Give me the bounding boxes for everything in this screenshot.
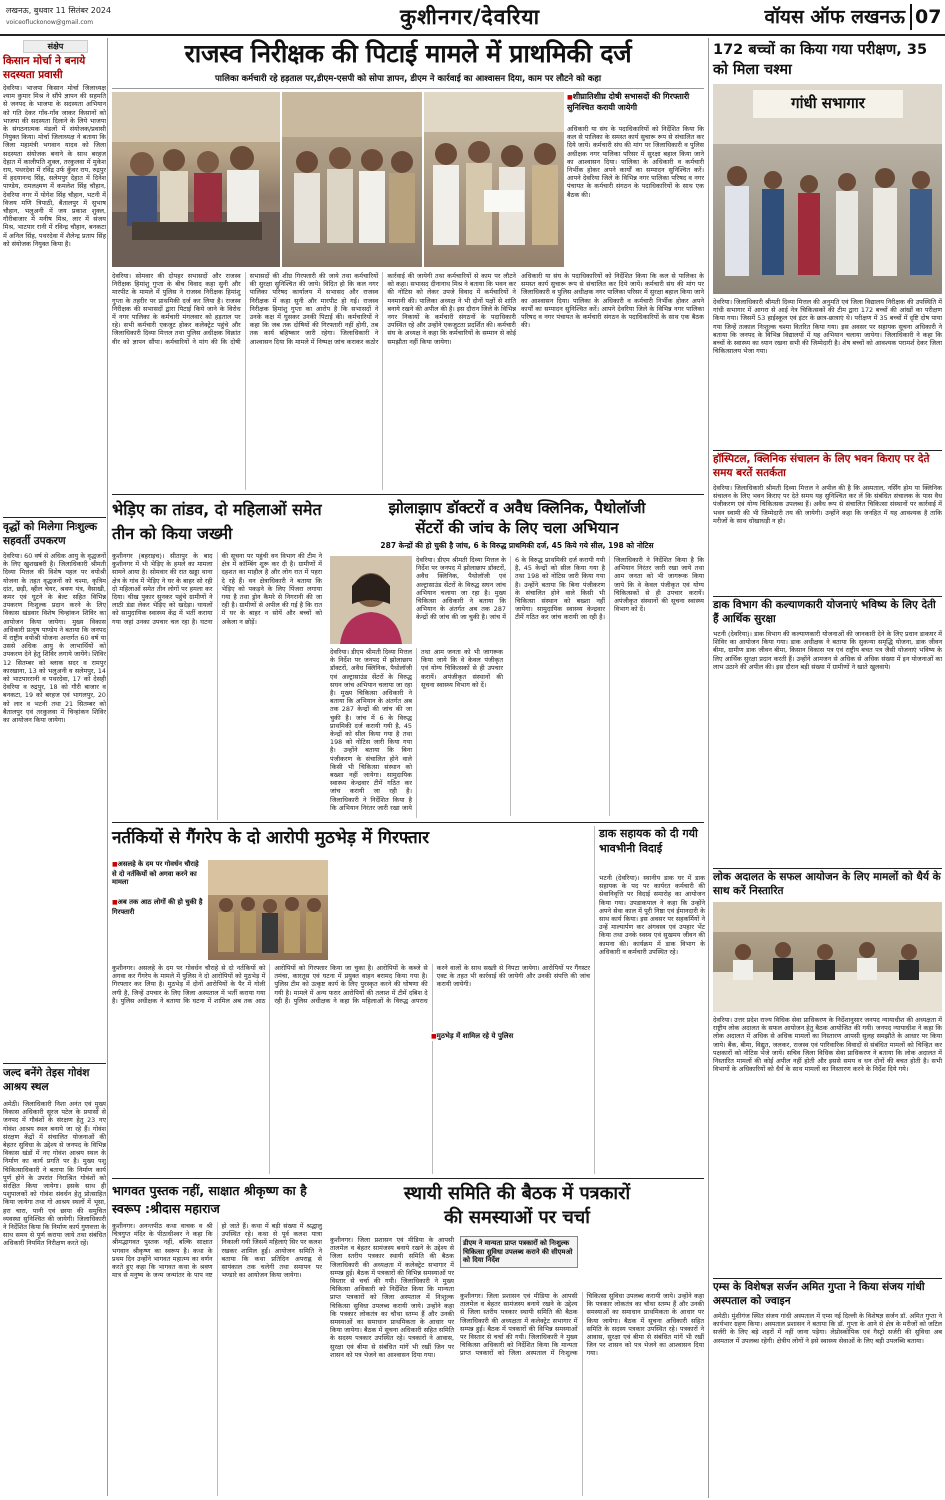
main-bottom-rule (112, 494, 704, 495)
main-sidebar (567, 92, 704, 268)
right-headline-1: 172 बच्चों का किया गया परीक्षण, 35 को मिला चश्मा (713, 42, 928, 78)
story3-strap: 287 केन्द्रों की हो चुकी है जांच, 6 के विरुद्ध प्राथमिकी दर्ज, 45 किये गये सील, 198 को नोटिस (380, 541, 654, 550)
right-body-2: देवरिया। जिलाधिकारी श्रीमती दिव्या मित्तल ने अपील की है कि अस्पताल, नर्सिंग होम या क्लिनिक संचालन के लिए भवन किराए पर देते समय यह सुनिश्चित कर लें कि संबंधित संचालक के पास वैध पंजीकरण एवं योग्य चिकित्सक उपलब्ध हैं। अवैध रूप से संचालित चिकित्सा संस्थानों पर कार्रवाई में भवन स्वामी की भी जिम्मेदारी तय की जायेगी। उन्होंने कहा कि जनहित में यह आवश्यक है ताकि मरीजों के साथ धोखाधड़ी न हो। (713, 484, 942, 525)
story7-body-right: कुशीनगर। जिला प्रशासन एवं मीडिया के आपसी तालमेल व बेहतर सामंजस्य बनाये रखने के उद्देश्य से जिला स्तरीय पत्रकार स्थायी समिति की बैठक जिलाधिकारी की अध्यक्षता में कलेक्ट्रेट सभागार में सम्पन्न हुई। बैठक में पत्रकारों की विभिन्न समस्याओं पर विस्तार से चर्चा की गयी। जिलाधिकारी ने मुख्य चिकित्सा अधिकारी को निर्देशित किया कि मान्यता प्राप्त पत्रकारों को जिला अस्पताल में निःशुल्क चिकित्सा सुविधा उपलब्ध करायी जाये। उन्होंने कहा कि पत्रकार लोकतंत्र का चौथा स्तम्भ हैं और उनकी समस्याओं का समाधान प्राथमिकता के आधार पर किया जायेगा। बैठक में सूचना अधिकारी सहित समिति के सदस्य पत्रकार उपस्थित रहे। पत्रकारों ने आवास, सुरक्षा एवं बीमा से संबंधित मांगें भी रखीं जिन पर शासन को पत्र भेजने का आश्वासन दिया गया। (460, 1292, 704, 1358)
left-body-1: देवरिया। भाजपा किसान मोर्चा जिलाध्यक्ष श्याम कुमार मिश्र ने सौंपे ज्ञापन की सहमति से जनपद के भाजपा के सदस्यता अभियान को गति देकर गाँव-गाँव जाकर किसानों को भाजपा की सदस्यता दिलाने के लिये भाजपा के संगठनात्मक मंडलों में संयोजक/प्रवासी नियुक्त किया। मोर्चा जिलाध्यक्ष ने बताया कि जिला महामंत्री भगवान यादव को जिला सदस्यता संयोजक बनाने के साथ बरहज देहात में कालीपति शुक्ल, तरकुलवा में मुकेश राय, पथरदेवा में रविंद्र उर्फ कुँवर राय, रुद्रपुर में हदयानन्द सिंह, सलेमपुर देहात में दिनेश पाण्डेय, रामलक्ष्मण में कमलेश सिंह चौहान, देवरिया नगर में योगेश सिंह चौहान, भटनी में विजय मणि त्रिपाठी, बैतालपुर में सुभाष चौहान, भलुअनी में जय प्रकाश शुक्ल, गौरीबाजार में मनीष मिश्र, लार में संजय मिश्र, भाटपार रानी में रविन्द्र चौहान, बनकटा में अनिल सिंह, पथरदेवा में शैलेन्द्र प्रताप सिंह को संयोजक नियुक्त किया है। (3, 84, 106, 248)
right-divider-3 (713, 868, 942, 869)
left-headline-2: वृद्धों को मिलेगा निःशुल्क सहवर्ती उपकरण (3, 521, 98, 547)
main-body-right: अधिकारी या संघ के पदाधिकारियों को निर्देशित किया कि कल से पालिका के समस्त कार्य सुचारू रूप से संचालित कर दिये जायें। कर्मचारी संघ की मांग पर जिलाधिकारी व पुलिस अधीक्षक नगर पालिका परिसर में सुरक्षा बहाल किया जाने का आश्वासन दिया। पालिका के अधिकारी व कर्मचारी निर्भीक होकर अपने कार्यों का सम्पादन सुनिश्चित करें। आपने देवरिया जिले के विभिन्न नगर पालिका परिषद व नगर पंचायत के कर्मचारी संगठन के पदाधिकारियों के साथ एक बैठक की। (521, 272, 704, 330)
masthead-email[interactable]: voiceofluckonow@gmail.com (6, 19, 94, 26)
story4 (594, 826, 704, 1174)
story5-photo-figures (208, 860, 328, 960)
paper-name: वॉयस ऑफ लखनऊ (764, 6, 905, 28)
left-headline-1: किसान मोर्चा ने बनाये सदस्यता प्रवासी (3, 55, 86, 81)
main-photo-1-figures (112, 92, 280, 267)
main-photo-1 (112, 92, 280, 267)
right-photo-1 (713, 84, 942, 294)
story5-photo (208, 860, 328, 960)
right-divider-2 (713, 596, 942, 597)
main-photo-2 (282, 92, 422, 267)
right-headline-4: लोक अदालत के सफल आयोजन के लिए मामलों को धैर्य के साथ करें निस्तारित (713, 871, 941, 897)
story7-headline-1: स्थायी समिति की बैठक में पत्रकारों (403, 1183, 631, 1204)
brief-label: संक्षेप (23, 40, 88, 53)
masthead-rule (0, 34, 945, 36)
main-strap: पालिका कर्मचारी रहे हड़ताल पर,डीएम-एसपी को सोपा ज्ञापन, डीएम ने कार्रवाई का आश्वासन दिया, काम पर लौटने को कहा (214, 74, 602, 84)
story4-headline: डाक सहायक को दी गयी भावभीनी विदाई (599, 827, 698, 855)
story7-body: कुशीनगर। जिला प्रशासन एवं मीडिया के आपसी तालमेल व बेहतर सामंजस्य बनाये रखने के उद्देश्य से जिला स्तरीय पत्रकार स्थायी समिति की बैठक जिलाधिकारी की अध्यक्षता में कलेक्ट्रेट सभागार में सम्पन्न हुई। बैठक में पत्रकारों की विभिन्न समस्याओं पर विस्तार से चर्चा की गयी। जिलाधिकारी ने मुख्य चिकित्सा अधिकारी को निर्देशित किया कि मान्यता प्राप्त पत्रकारों को जिला अस्पताल में निःशुल्क चिकित्सा सुविधा उपलब्ध करायी जाये। उन्होंने कहा कि पत्रकार लोकतंत्र का चौथा स्तम्भ हैं और उनकी समस्याओं का समाधान प्राथमिकता के आधार पर किया जायेगा। बैठक में सूचना अधिकारी सहित समिति के सदस्य पत्रकार उपस्थित रहे। पत्रकारों ने आवास, सुरक्षा एवं बीमा से संबंधित मांगें भी रखीं जिन पर शासन को पत्र भेजने का आश्वासन दिया गया। (330, 1236, 454, 1359)
story2-headline: भेड़िए का तांडव, दो महिलाओं समेत तीन को किया जख्मी (112, 500, 322, 543)
story5-box-1: ■ असलहे के दम पर गोवर्धन चौराहे से दो नर्तकियों को अगवा करने का मामला (112, 860, 204, 887)
story3-headline-2: सेंटरों की जांच के लिए चला अभियान (415, 519, 619, 537)
left-divider-1 (3, 517, 106, 518)
left-body-3: अमेठी। जिलाधिकारी निशा अनंत एवं मुख्य विकास अधिकारी सूरज पटेल के प्रयासों से जनपद में गौवंशों के संरक्षण हेतु 23 नए गोवंश आश्रय स्थल बनाये जा रहे हैं। गोवंश संरक्षण केंद्रों में संचालित योजनाओं की बेहतर सुविधा के उद्देश्य से जनपद के विभिन्न विकास खंडों में नए गोवंश आश्रय स्थल के निर्माण का कार्य प्रगति पर है। मुख्य पशु चिकित्साधिकारी ने बताया कि निर्माण कार्य पूर्ण होने के उपरांत निराश्रित गोवंशों को संरक्षित किया जायेगा। इसके साथ ही पशुपालकों को गोवंश संवर्धन हेतु प्रोत्साहित किया जायेगा तथा गो आश्रय स्थलों में भूसा, हरा चारा, पानी एवं छाया की समुचित व्यवस्था सुनिश्चित की जायेगी। जिलाधिकारी ने निर्देशित किया कि निर्माण कार्य गुणवत्ता के साथ समय से पूर्ण कराया जाये तथा संबंधित अधिकारी नियमित निरीक्षण करते रहें। (3, 1100, 106, 1248)
main-photo-3 (424, 92, 564, 267)
main-body: देवरिया। सोमवार की दोपहर सभासदों और राजस्व निरीक्षक हिमांशु गुप्ता के बीच विवाद कहा सुनी और मारपीट के मामले में पुलिस ने राजस्व निरीक्षक हिमांशु गुप्ता के तहरीर पर प्राथमिकी दर्ज कर लिया है। राजस्व निरीक्षक की सभासदों द्वारा पिटाई किये जाने के विरोध में नगर पालिका के कर्मचारी मंगलवार को हड़ताल पर रहे। सभी कर्मचारी एकजुट होकर कलेक्ट्रेट पहुंचे और जिलाधिकारी दिव्या मित्तल तथा पुलिस अधीक्षक विक्रांत वीर को ज्ञापन सौंपा। कर्मचारियों ने मांग की कि दोषी सभासदों की शीघ्र गिरफ्तारी की जाये तथा कर्मचारियों की सुरक्षा सुनिश्चित की जाये। विदित हो कि कल नगर पालिका परिषद कार्यालय में सभासद और राजस्व निरीक्षक में कहा सुनी और मारपीट हो गई। राजस्व निरीक्षक हिमांशु गुप्ता का आरोप है कि सभासदों ने उनके कक्ष में घुसकर उनकी पिटाई की। कर्मचारियों ने कहा कि जब तक दोषियों की गिरफ्तारी नहीं होगी, तब तक कार्य बहिष्कार जारी रहेगा। जिलाधिकारी ने आश्वासन दिया कि मामले में निष्पक्ष जांच कराकर कठोर कार्रवाई की जायेगी तथा कर्मचारियों से काम पर लौटने को कहा। सभासद दीनानाथ मिश्र ने बताया कि भवन कर की नोटिस को लेकर उपजे विवाद में कर्मचारियों ने मनमानी की। पालिका अध्यक्ष ने भी दोनों पक्षों से शांति बनाये रखने की अपील की है। इस दौरान जिले के विभिन्न नगर निकायों के कर्मचारी संगठनों के पदाधिकारी उपस्थित रहे और उन्होंने एकजुटता प्रदर्शित की। कर्मचारी संघ के अध्यक्ष ने कहा कि कर्मचारियों के सम्मान से कोई समझौता नहीं किया जायेगा। (112, 272, 516, 346)
right-photo-1-figures (713, 84, 942, 294)
left-body-2: देवरिया। 60 वर्ष से अधिक आयु के वृद्धजनों के लिए खुशखबरी है। जिलाधिकारी श्रीमती दिव्या मित्तल की विशेष पहल पर वयोश्री योजना के तहत वृद्धजनों को चश्मा, कृत्रिम दांत, छड़ी, व्हील चेयर, श्रवण यंत्र, वैसाखी, कमर एवं घुटने के बेल्ट सहित विभिन्न उपकरण निःशुल्क प्रदान करने के लिए विकास खंडवार विशेष चिन्हांकन शिविर का आयोजन किया जायेगा। मुख्य विकास अधिकारी प्रत्यूष पाण्डेय ने बताया कि जनपद में राष्ट्रीय वयोश्री योजना अन्तर्गत 60 वर्ष या उससे अधिक आयु के लाभार्थियों को उपकरण देने हेतु शिविर लगाये जायेंगे। शिविर 12 सितम्बर को ब्लाक सदर व रामपुर कारखाना, 13 को भलुअनी व सलेमपुर, 14 को भाटपाररानी व पथरदेवा, 17 को देसही देवरिया व रुद्रपुर, 18 को गौरी बाजार व बनकटा, 19 को बरहज एवं भागलपुर, 20 को लार व भटनी तथा 21 सितम्बर को बैतालपुर एवं तरकुलवा में चिन्हांकन शिविर का आयोजन किया जायेगा। (3, 552, 106, 725)
story7-headline-2: की समस्याओं पर चर्चा (444, 1207, 590, 1228)
story5-headline: नर्तकियों से गैंगरेप के दो आरोपी मुठभेड़ में गिरफ्तार (112, 828, 430, 848)
left-headline-3: जल्द बनेंगे तेइस गोवंश आश्रय स्थल (3, 1067, 90, 1093)
story3-photo (330, 556, 412, 644)
story5-body: कुशीनगर। असलहे के दम पर गोवर्धन चौराहे से दो नर्तकियों को अगवा कर गैंगरेप के मामले में पुलिस ने दो आरोपियों को मुठभेड़ में गिरफ्तार कर लिया है। मुठभेड़ में दोनों आरोपियों के पैर में गोली लगी है, जिन्हें उपचार के लिए जिला अस्पताल में भर्ती कराया गया है। पुलिस अधीक्षक ने बताया कि घटना में शामिल अब तक आठ आरोपियों को गिरफ्तार किया जा चुका है। आरोपियों के कब्जे से तमंचा, कारतूस एवं घटना में प्रयुक्त वाहन बरामद किया गया है। पुलिस टीम को उत्कृष्ट कार्य के लिए पुरस्कृत करने की घोषणा की गयी है। मामले में अन्य फरार आरोपियों की तलाश में टीमें दबिश दे रही हैं। पुलिस अधीक्षक ने कहा कि महिलाओं के विरुद्ध अपराध करने वालों के साथ सख्ती से निपटा जायेगा। आरोपियों पर गैंगस्टर एक्ट के तहत भी कार्रवाई की जायेगी और उनकी संपत्ति की जांच करायी जायेगी। (112, 964, 590, 1005)
main-sidebar-body: अधिकारी या संघ के पदाधिकारियों को निर्देशित किया कि कल से पालिका के समस्त कार्य सुचारू रूप से संचालित कर दिये जायें। कर्मचारी संघ की मांग पर जिलाधिकारी व पुलिस अधीक्षक नगर पालिका परिसर में सुरक्षा बहाल किया जाने का आश्वासन दिया। पालिका के अधिकारी व कर्मचारी निर्भीक होकर अपने कार्यों का सम्पादन सुनिश्चित करें। आपने देवरिया जिले के विभिन्न नगर पालिका परिषद व नगर पंचायत के कर्मचारी संगठन के पदाधिकारियों के साथ एक बैठक की। (567, 125, 704, 199)
right-headline-5: एम्स के विशेषज्ञ सर्जन अमित गुप्ता ने किया संजय गांधी अस्पताल को ज्वाइन (713, 1281, 925, 1307)
right-divider-1 (713, 450, 942, 451)
story3-body-lower: देवरिया। डीएम श्रीमती दिव्या मित्तल के निर्देश पर जनपद में झोलाछाप डॉक्टरों, अवैध क्लिनिक, पैथोलॉजी एवं अल्ट्रासाउंड सेंटरों के विरुद्ध सघन जांच अभियान चलाया जा रहा है। मुख्य चिकित्सा अधिकारी ने बताया कि अभियान के अंतर्गत अब तक 287 केन्द्रों की जांच की जा चुकी है। जांच में 6 के विरुद्ध प्राथमिकी दर्ज करायी गयी है, 45 केन्द्रों को सील किया गया है तथा 198 को नोटिस जारी किया गया है। उन्होंने बताया कि बिना पंजीकरण के संचालित होने वाले किसी भी चिकित्सा संस्थान को बख्शा नहीं जायेगा। सामुदायिक स्वास्थ्य केन्द्रवार टीमें गठित कर जांच करायी जा रही है। जिलाधिकारी ने निर्देशित किया है कि अभियान निरंतर जारी रखा जाये तथा आम जनता को भी जागरूक किया जाये कि वे केवल पंजीकृत एवं योग्य चिकित्सकों से ही उपचार करायें। अपंजीकृत संस्थानों की सूचना स्वास्थ्य विभाग को दें। (330, 648, 503, 812)
right-body-4: देवरिया। उत्तर प्रदेश राज्य विधिक सेवा प्राधिकरण के निर्देशानुसार जनपद न्यायाधीश की अध्यक्षता में राष्ट्रीय लोक अदालत के सफल आयोजन हेतु बैठक आयोजित की गयी। जनपद न्यायाधीश ने कहा कि लोक अदालत में अधिक से अधिक मामलों का निस्तारण आपसी सुलह समझौते के आधार पर किया जाये। बैंक, बीमा, विद्युत, जलकर, राजस्व एवं पारिवारिक विवादों से संबंधित मामलों को चिन्हित कर पक्षकारों को नोटिस भेजे जायें। सचिव जिला विधिक सेवा प्राधिकरण ने बताया कि लोक अदालत में निस्तारित मामलों की कोई अपील नहीं होती और इससे समय व धन दोनों की बचत होती है। सभी विभागों के अधिकारियों को धैर्य के साथ मामलों का निस्तारण करने के निर्देश दिये गये। (713, 1016, 942, 1074)
right-headline-2: हॉस्पिटल, क्लिनिक संचालन के लिए भवन किराए पर देते समय बरतें सतर्कता (713, 453, 930, 479)
story3-headline-1: झोलाझाप डॉक्टरों व अवैध क्लिनिक, पैथोलॉजी (388, 499, 646, 517)
story3-portrait (330, 556, 412, 644)
story4-body: भटनी (देवरिया)। स्थानीय डाक घर में डाक सहायक के पद पर कार्यरत कर्मचारी की सेवानिवृत्ति पर विदाई समारोह का आयोजन किया गया। उपडाकपाल ने कहा कि उन्होंने अपने सेवा काल में पूरी निष्ठा एवं ईमानदारी के साथ कार्य किया। इस अवसर पर सहकर्मियों ने उन्हें माल्यार्पण कर अंगवस्त्र एवं उपहार भेंट किया तथा उनके स्वस्थ एवं सुखमय जीवन की कामना की। कार्यक्रम में डाक विभाग के अधिकारी व कर्मचारी उपस्थित रहे। (599, 874, 705, 956)
story6-body: कुशीनगर। अनन्तपीठ कथा वाचक व श्री चित्रगुप्त मंदिर के पीठाधीश्वर ने कहा कि श्रीमद्भागवत पुस्तक नहीं, बल्कि साक्षात भगवान श्रीकृष्ण का स्वरूप है। कथा के प्रथम दिन उन्होंने भागवत महात्म्य का वर्णन करते हुए कहा कि भागवत कथा के श्रवण मात्र से मनुष्य के जन्म जन्मांतर के पाप नष्ट हो जाते हैं। कथा में बड़ी संख्या में श्रद्धालु उपस्थित रहे। कथा से पूर्व कलश यात्रा निकाली गयी जिसमें महिलाएं सिर पर कलश रखकर शामिल हुईं। आयोजन समिति ने बताया कि कथा प्रतिदिन अपराह्न से सायंकाल तक चलेगी तथा समापन पर भण्डारे का आयोजन किया जायेगा। (112, 1222, 322, 1280)
masthead (0, 0, 945, 34)
right-headline-3: डाक विभाग की कल्याणकारी योजनाएं भविष्य के लिए देती हैं आर्थिक सुरक्षा (713, 599, 936, 625)
story5-bottom-rule (112, 1178, 704, 1179)
story3-bottom-rule (112, 822, 704, 823)
right-photo-2 (713, 902, 942, 1012)
story5-box-2: ■ अब तक आठ लोगों की हो चुकी है गिरफ्तारी (112, 898, 204, 916)
main-headline: राजस्व निरीक्षक की पिटाई मामले में प्राथमिकी दर्ज (184, 39, 632, 68)
right-body-5: अमेठी। मुंशीगंज स्थित संजय गांधी अस्पताल में एम्स नई दिल्ली के विशेषज्ञ सर्जन डॉ. अमित गुप्ता ने कार्यभार ग्रहण किया। अस्पताल प्रशासन ने बताया कि डॉ. गुप्ता के आने से क्षेत्र के मरीजों को जटिल सर्जरी के लिए बड़े शहरों में नहीं जाना पड़ेगा। लेप्रोस्कोपिक एवं गैस्ट्रो सर्जरी की सुविधा अब अस्पताल में उपलब्ध रहेगी। क्षेत्रीय लोगों ने इसे स्वास्थ्य सेवाओं के लिए बड़ी उपलब्धि बताया। (713, 1312, 942, 1345)
right-photo-1-sign: गांधी सभागार (791, 94, 865, 112)
story5-box-3: ■ मुठभेड़ में शामिल रहे ये पुलिस (431, 1032, 589, 1041)
right-photo-2-figures (713, 902, 942, 1012)
left-column (3, 38, 108, 1496)
story5-boxes (112, 860, 204, 960)
section-title: कुशीनगर/देवरिया (399, 5, 541, 29)
page-number: 07 (910, 4, 944, 30)
right-column (708, 38, 943, 1498)
story6-headline: भागवत पुस्तक नहीं, साक्षात श्रीकृष्ण का है स्वरूप :श्रीदास महाराज (112, 1183, 307, 1216)
main-strap-rule (112, 88, 704, 89)
main-photo-3-figures (424, 92, 564, 267)
right-body-3: भटनी (देवरिया)। डाक विभाग की कल्याणकारी योजनाओं की जानकारी देने के लिए प्रधान डाकघर में शिविर का आयोजन किया गया। डाक अधीक्षक ने बताया कि सुकन्या समृद्धि योजना, डाक जीवन बीमा, ग्रामीण डाक जीवन बीमा, किसान विकास पत्र एवं राष्ट्रीय बचत पत्र जैसी योजनाएं भविष्य के लिए आर्थिक सुरक्षा प्रदान करती हैं। उन्होंने आमजन से अधिक से अधिक संख्या में इन योजनाओं का लाभ उठाने की अपील की। इस दौरान बड़ी संख्या में ग्रामीणों ने खाते खुलवाये। (713, 630, 942, 671)
story3-body: देवरिया। डीएम श्रीमती दिव्या मित्तल के निर्देश पर जनपद में झोलाछाप डॉक्टरों, अवैध क्लिनिक, पैथोलॉजी एवं अल्ट्रासाउंड सेंटरों के विरुद्ध सघन जांच अभियान चलाया जा रहा है। मुख्य चिकित्सा अधिकारी ने बताया कि अभियान के अंतर्गत अब तक 287 केन्द्रों की जांच की जा चुकी है। जांच में 6 के विरुद्ध प्राथमिकी दर्ज करायी गयी है, 45 केन्द्रों को सील किया गया है तथा 198 को नोटिस जारी किया गया है। उन्होंने बताया कि बिना पंजीकरण के संचालित होने वाले किसी भी चिकित्सा संस्थान को बख्शा नहीं जायेगा। सामुदायिक स्वास्थ्य केन्द्रवार टीमें गठित कर जांच करायी जा रही है। जिलाधिकारी ने निर्देशित किया है कि अभियान निरंतर जारी रखा जाये तथा आम जनता को भी जागरूक किया जाये कि वे केवल पंजीकृत एवं योग्य चिकित्सकों से ही उपचार करायें। अपंजीकृत संस्थानों की सूचना स्वास्थ्य विभाग को दें। (416, 556, 704, 622)
story7-box: डीएम ने मान्यता प्राप्त पत्रकारों को निःशुल्क चिकित्सा सुविधा उपलब्ध कराने की सीएमओ को दिया निर्देश (460, 1236, 578, 1268)
masthead-date: लखनऊ, बुधवार 11 सितंबर 2024 (6, 6, 112, 15)
right-divider-4 (713, 1278, 942, 1279)
main-photo-2-figures (282, 92, 422, 267)
right-body-1: देवरिया। जिलाधिकारी श्रीमती दिव्या मित्तल की अनुमति एवं जिला विद्यालय निरीक्षक की उपस्थिति में गांधी सभागार में आगरा से आई नेत्र चिकित्सकों की टीम द्वारा 172 बच्चों की आंखों का परीक्षण किया गया। जिसमें 53 हाईस्कूल एवं इंटर के छात्र-छात्राएं थे। परीक्षण में 35 बच्चों में दृष्टि दोष पाया गया जिन्हें तत्काल निःशुल्क चश्मा वितरित किया गया। इस अवसर पर सहायक सूचना अधिकारी ने बताया कि जनपद के विभिन्न विद्यालयों में यह अभियान चलाया जायेगा। जिलाधिकारी ने कहा कि बच्चों के स्वास्थ्य का ध्यान रखना सभी की जिम्मेदारी है। शेष बच्चों को आवश्यक परामर्श देकर जिला चिकित्सालय भेजा गया। (713, 298, 942, 356)
main-sidebar-title: ■ शीघ्रातिशीघ्र दोषी सभासदों की गिरफ्तारी सुनिश्चित करायी जायेगी (567, 92, 704, 113)
left-divider-2 (3, 1063, 106, 1064)
story2-body: कुशीनगर (बहराइच)। सीतापुर के बाद कुशीनगर में भी भेड़िए के हमले का मामला सामने आया है। सोमवार की रात खड्डा थाना क्षेत्र के गांव में भेड़िए ने घर के बाहर सो रही दो महिलाओं समेत तीन लोगों पर हमला कर दिया। चीख पुकार सुनकर पहुंचे ग्रामीणों ने लाठी डंडा लेकर भेड़िए को खदेड़ा। घायलों को सामुदायिक स्वास्थ्य केंद्र में भर्ती कराया गया जहां उनका उपचार चल रहा है। घटना की सूचना पर पहुंची वन विभाग की टीम ने क्षेत्र में कॉम्बिंग शुरू कर दी है। ग्रामीणों में दहशत का माहौल है और लोग रात में पहरा दे रहे हैं। वन क्षेत्राधिकारी ने बताया कि भेड़िए को पकड़ने के लिए पिंजरा लगाया गया है तथा ड्रोन कैमरे से निगरानी की जा रही है। ग्रामीणों से अपील की गई है कि रात में घर के बाहर न सोयें और बच्चों को अकेला न छोड़ें। (112, 552, 322, 626)
